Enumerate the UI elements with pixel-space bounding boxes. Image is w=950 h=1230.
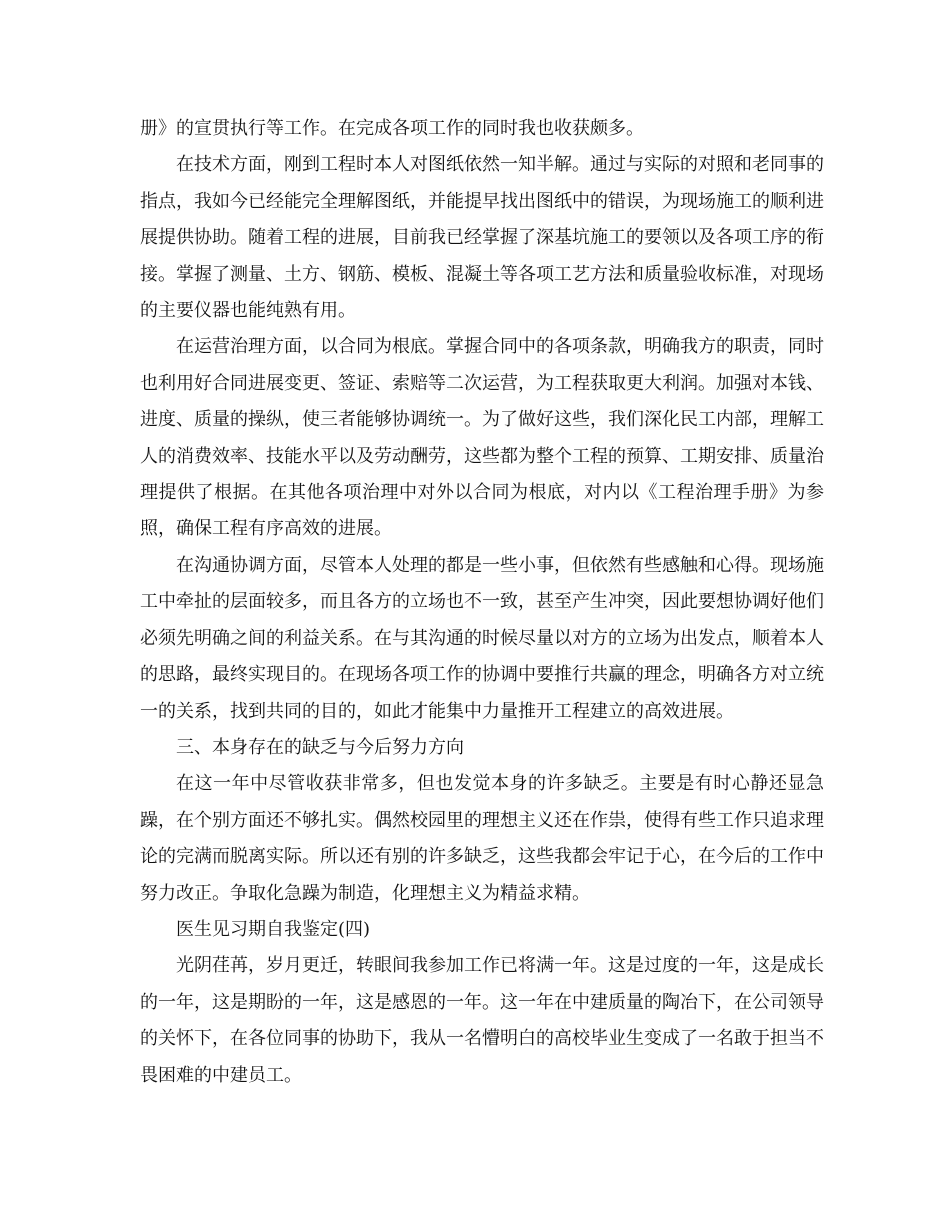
section-heading-shortcomings: 三、本身存在的缺乏与今后努力方向 bbox=[176, 736, 464, 758]
paragraph-operations: 在运营治理方面，以合同为根底。掌握合同中的各项条款，明确我方的职责，同时也利用好合同进展变更、签证、索赔等二次运营，为工程获取更大利润。加强对本钱、进度、质量的操纵，使三者能够协调统一。为了做好这些，我们深化民工内部，理解工人的消费效率、技能水平以及劳动酬劳，这些都为整个工程的预算、工期安排、质量治理提供了根据。在其他各项治理中对外以合同为根底，对内以《工程治理手册》为参照，确保工程有序高效的进展。 bbox=[140, 336, 824, 540]
paragraph-communication: 在沟通协调方面，尽管本人处理的都是一些小事，但依然有些感触和心得。现场施工中牵扯的层面较多，而且各方的立场也不一致，甚至产生冲突，因此要想协调好他们必须先明确之间的利益关系。在与其沟通的时候尽量以对方的立场为出发点，顺着本人的思路，最终实现目的。在现场各项工作的协调中要推行共赢的理念，明确各方对立统一的关系，找到共同的目的，如此才能集中力量推开工程建立的高效进展。 bbox=[140, 554, 824, 722]
paragraph-continuation: 册》的宣贯执行等工作。在完成各项工作的同时我也收获颇多。 bbox=[140, 118, 644, 139]
section-heading-appraisal: 医生见习期自我鉴定(四) bbox=[176, 918, 371, 940]
paragraph-technical: 在技术方面，刚到工程时本人对图纸依然一知半解。通过与实际的对照和老同事的指点，我如今已经能完全理解图纸，并能提早找出图纸中的错误，为现场施工的顺利进展提供协助。随着工程的进展，目前我已经掌握了深基坑施工的要领以及各项工序的衔接。掌握了测量、土方、钢筋、模板、混凝土等各项工艺方法和质量验收标准，对现场的主要仪器也能纯熟有用。 bbox=[140, 154, 824, 322]
paragraph-shortcomings: 在这一年中尽管收获非常多，但也发觉本身的许多缺乏。主要是有时心静还显急躁，在个别方面还不够扎实。偶然校园里的理想主义还在作祟，使得有些工作只追求理论的完满而脱离实际。所以还有别的许多缺乏，这些我都会牢记于心，在今后的工作中努力改正。争取化急躁为制造，化理想主义为精益求精。 bbox=[140, 773, 824, 904]
paragraph-appraisal: 光阴荏苒，岁月更迁，转眼间我参加工作已将满一年。这是过度的一年，这是成长的一年，这是期盼的一年，这是感恩的一年。这一年在中建质量的陶冶下，在公司领导的关怀下，在各位同事的协助下，我从一名懵明白的高校毕业生变成了一名敢于担当不畏困难的中建员工。 bbox=[140, 955, 824, 1086]
document-body bbox=[140, 111, 824, 1094]
